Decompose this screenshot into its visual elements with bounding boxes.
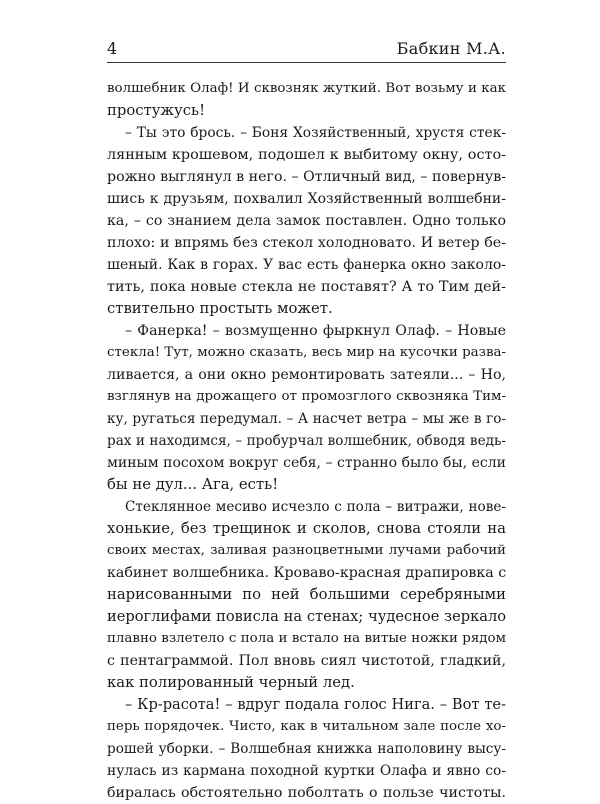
text-line: своих местах, заливая разноцветными лучами рабочий <box>107 543 506 558</box>
text-line: бы не дул... Ага, есть! <box>107 476 279 493</box>
text-line: тить, пока новые стекла не поставят? А то Тим дей- <box>107 279 506 295</box>
text-line: простужусь! <box>107 102 206 119</box>
text-line: – Фанерка! – возмущенно фыркнул Олаф. – Новые <box>125 323 506 339</box>
text-line: с пентаграммой. Пол вновь сиял чистотой, гладкий, <box>107 653 506 669</box>
text-line: ливается, а они окно ремонтировать затеяли... – Но, <box>107 367 506 383</box>
running-head-author: Бабкин М.А. <box>396 39 506 58</box>
text-line: рошей уборки. – Волшебная книжка наполовину высу- <box>107 741 506 757</box>
text-line: нулась из кармана походной куртки Олафа и явно со- <box>107 763 506 779</box>
page-number: 4 <box>107 39 118 58</box>
text-line: – Ты это брось. – Боня Хозяйственный, хрустя стек- <box>125 125 506 141</box>
body-text <box>107 78 506 804</box>
text-line: лянным крошевом, подошел к выбитому окну, осто- <box>107 147 506 163</box>
text-line: шись к друзьям, похвалил Хозяйственный волшебни- <box>107 191 506 207</box>
page-header <box>107 40 506 63</box>
text-line: волшебник Олаф! И сквозняк жуткий. Вот возьму и как <box>107 81 506 96</box>
text-line: хонькие, без трещинок и сколов, снова стояли на <box>107 520 506 537</box>
text-line: ку, ругаться передумал. – А насчет ветра – мы же в го- <box>107 411 506 427</box>
text-line: ствительно простыть может. <box>107 300 333 317</box>
text-line: – Кр-расота! – вдруг подала голос Нига. – Вот те- <box>125 696 506 713</box>
text-line: ка, – со знанием дела замок поставлен. Одно только <box>107 213 506 229</box>
text-line: стекла! Тут, можно сказать, весь мир на кусочки разва- <box>107 345 506 360</box>
text-line: биралась обстоятельно поболтать о пользе чистоты. <box>107 785 506 801</box>
text-line: как полированный черный лед. <box>107 674 355 691</box>
text-line: Стеклянное месиво исчезло с пола – витражи, нове- <box>125 499 506 515</box>
text-line: взглянув на дрожащего от промозглого сквозняка Тим- <box>107 389 506 404</box>
text-line: иероглифами повисла на стенах; чудесное зеркало <box>107 608 506 625</box>
text-line: миным посохом вокруг себя, – странно было бы, если <box>107 455 506 471</box>
text-line: рах и находимся, – пробурчал волшебник, обводя ведь- <box>107 433 506 449</box>
text-line: плохо: и впрямь без стекол холодновато. И ветер бе- <box>107 235 506 251</box>
text-line: плавно взлетело с пола и встало на витые ножки рядом <box>107 631 506 646</box>
text-line: рожно выглянул в него. – Отличный вид, – повернув- <box>107 169 506 185</box>
text-line: нарисованными по ней большими серебряными <box>107 586 506 603</box>
text-line: шеный. Как в горах. У вас есть фанерка окно заколо- <box>107 257 506 273</box>
text-line: кабинет волшебника. Кроваво-красная драпировка с <box>107 565 506 581</box>
text-line: перь порядочек. Чисто, как в читальном зале после хо- <box>107 719 506 734</box>
